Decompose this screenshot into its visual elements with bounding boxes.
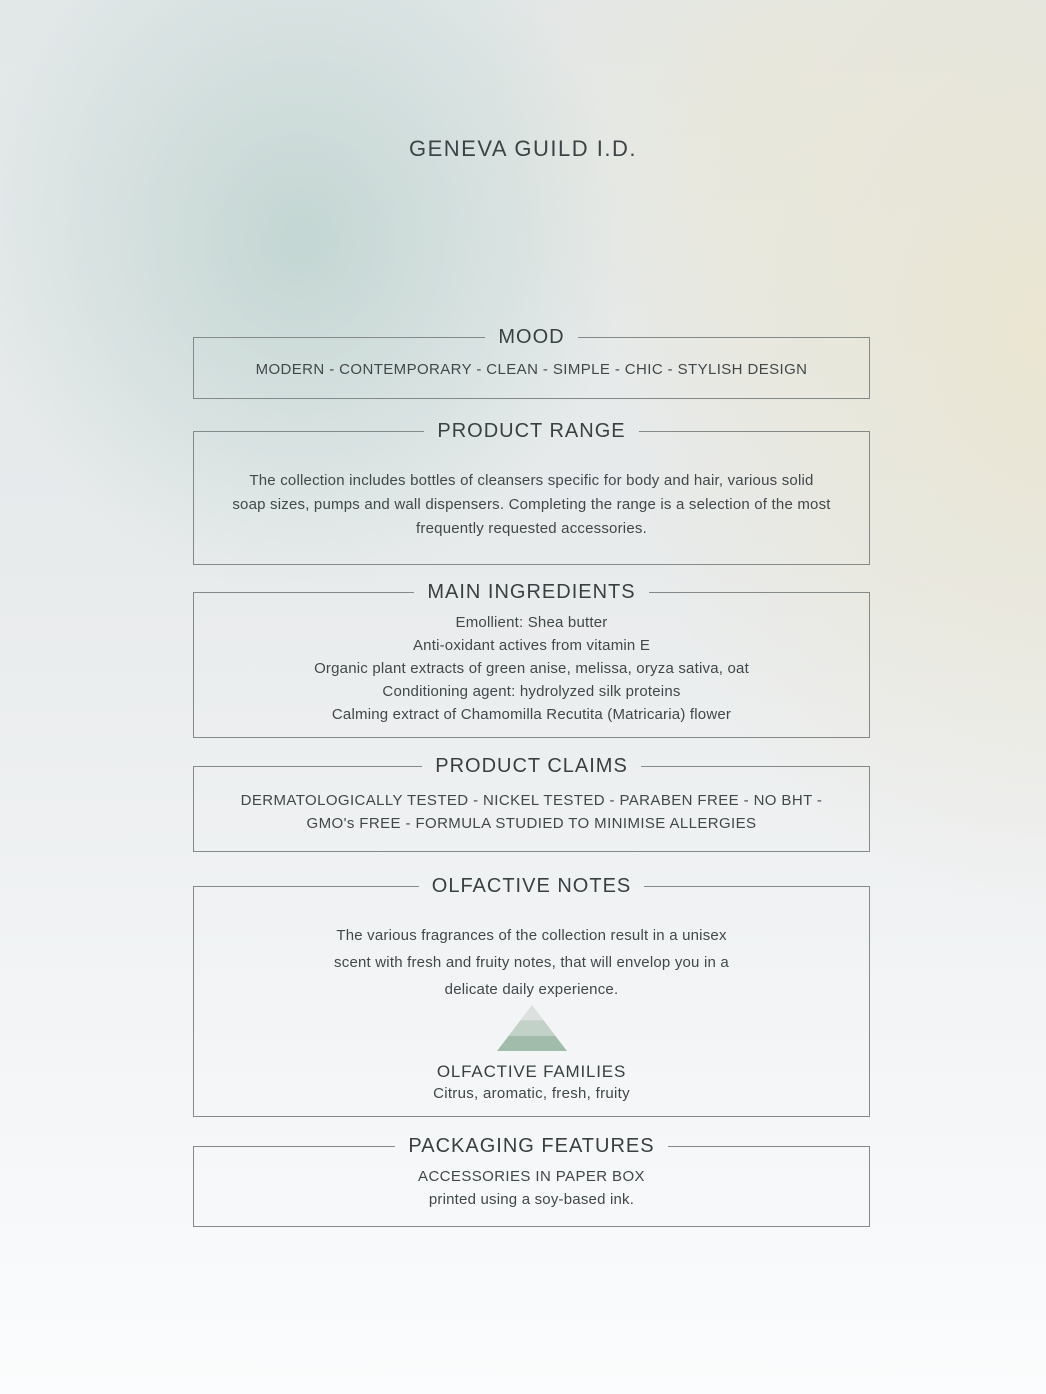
product-range-line: soap sizes, pumps and wall dispensers. Completing the range is a selection of the most: [232, 496, 831, 513]
olfactive-families-text: Citrus, aromatic, fresh, fruity: [433, 1085, 630, 1102]
section-packaging-features-header: [193, 1131, 870, 1161]
olfactive-pyramid-icon: [497, 1005, 567, 1051]
section-olfactive-notes: [193, 874, 870, 1117]
olfactive-paragraph: [194, 922, 869, 1003]
pyramid-top-band: [520, 1005, 543, 1020]
ingredient-line: Conditioning agent: hydrolyzed silk proteins: [382, 683, 681, 700]
pyramid-middle-band: [508, 1020, 555, 1035]
packaging-line: ACCESSORIES IN PAPER BOX: [418, 1168, 645, 1185]
section-product-claims-title: PRODUCT CLAIMS: [435, 754, 628, 777]
section-product-range-title: PRODUCT RANGE: [437, 419, 626, 442]
content-column: [193, 325, 870, 1227]
packaging-line: printed using a soy-based ink.: [428, 1191, 635, 1208]
claims-line: DERMATOLOGICALLY TESTED - NICKEL TESTED - PARABEN FREE - NO BHT -: [240, 792, 823, 809]
section-product-range: [193, 419, 870, 565]
section-mood-header: [193, 322, 870, 352]
section-main-ingredients: [193, 580, 870, 738]
page-title: GENEVA GUILD I.D.: [408, 136, 638, 161]
pyramid-bottom-band: [497, 1036, 567, 1051]
section-product-claims-header: [193, 751, 870, 781]
section-packaging-features: [193, 1134, 870, 1227]
product-range-line: frequently requested accessories.: [416, 520, 647, 537]
section-main-ingredients-header: [193, 577, 870, 607]
section-product-claims: [193, 754, 870, 852]
ingredient-line: Calming extract of Chamomilla Recutita (Matricaria) flower: [331, 706, 732, 723]
olfactive-line: The various fragrances of the collection result in a unisex: [336, 927, 727, 944]
section-packaging-features-title: PACKAGING FEATURES: [408, 1134, 655, 1157]
section-olfactive-notes-header: [193, 871, 870, 901]
ingredient-line: Emollient: Shea butter: [455, 614, 608, 631]
section-mood: [193, 325, 870, 399]
section-mood-title: MOOD: [498, 325, 565, 348]
ingredient-line: Organic plant extracts of green anise, melissa, oryza sativa, oat: [314, 660, 749, 677]
product-range-line: The collection includes bottles of cleansers specific for body and hair, various solid: [249, 472, 814, 489]
mood-text: MODERN - CONTEMPORARY - CLEAN - SIMPLE - CHIC - STYLISH DESIGN: [255, 361, 808, 378]
olfactive-families-heading: OLFACTIVE FAMILIES: [436, 1062, 627, 1081]
section-product-range-header: [193, 416, 870, 446]
claims-line: GMO's FREE - FORMULA STUDIED TO MINIMISE ALLERGIES: [306, 815, 757, 832]
olfactive-line: delicate daily experience.: [444, 981, 619, 998]
section-olfactive-notes-title: OLFACTIVE NOTES: [431, 874, 632, 897]
ingredient-line: Anti-oxidant actives from vitamin E: [412, 637, 651, 654]
section-main-ingredients-title: MAIN INGREDIENTS: [427, 580, 636, 603]
olfactive-line: scent with fresh and fruity notes, that will envelop you in a: [334, 954, 729, 971]
